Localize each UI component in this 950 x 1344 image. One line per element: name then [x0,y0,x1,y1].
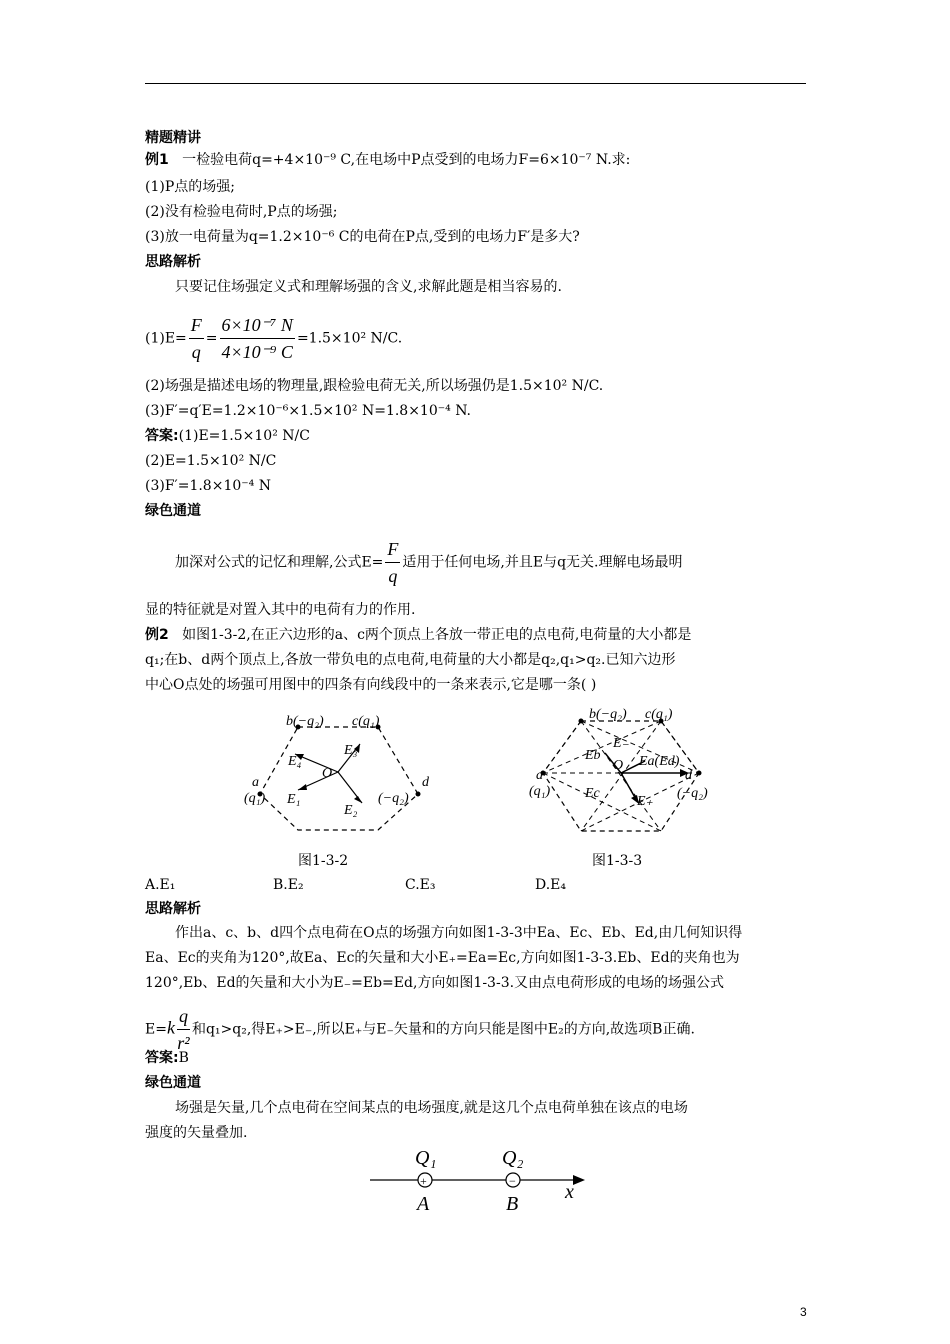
ex1-label: 例1 [145,152,169,168]
fig1-label-a: a [252,775,259,790]
ex1-answer-1: (1)E=1.5×10² N/C [178,428,310,444]
green-title-1: 绿色通道 [145,503,201,519]
fig1-label-E4: E₄ [288,754,302,769]
s1-eq: = [205,330,218,347]
header-rule [145,83,806,84]
fig1-label-dq: (−q₂) [378,791,409,806]
s1-result: =1.5×10² N/C. [296,330,403,347]
charge-minus-sign: − [509,1174,516,1188]
ex1-q1: (1)P点的场强; [145,179,235,195]
figure-1-3-2 [230,700,450,840]
green1-pre: 加深对公式的记忆和理解,公式E= [175,554,384,571]
ex2-analysis-3: 120°,Eb、Ed的矢量和大小为E₋=Eb=Ed,方向如图1-3-3.又由点电荷形成的电场的场强公式 [145,975,725,991]
ex1-text: 一检验电荷q=+4×10⁻⁹ C,在电场中P点受到的电场力F=6×10⁻⁷ N.求: [182,152,631,168]
s1-fraction-F-over-q [189,312,204,365]
fig2-label-Eplus: E₊ [637,794,653,809]
green1-line1 [175,536,683,589]
ex2-analysis-4 [145,1003,695,1056]
option-A: A.E₁ [145,877,176,893]
fig2-label-d: d [685,768,692,783]
l4-post: 和q₁>q₂,得E₊>E₋,所以E₊与E₋矢量和的方向只能是图中E₂的方向,故选项B正确. [191,1021,695,1038]
answer-label-2: 答案: [145,1050,179,1066]
fig3-label-B: B [506,1193,519,1215]
fig2-label-Eb: Eb [585,748,601,763]
fig2-label-Ea: Ea(Ed) [639,754,680,769]
ex1-solution-2: (2)场强是描述电场的物理量,跟检验电荷无关,所以场强仍是1.5×10² N/C. [145,378,604,394]
s1-frac-num: F [189,312,204,339]
fig1-label-E2: E₂ [344,803,358,818]
fig1-label-aq: (q₁) [244,791,266,806]
analysis-title-2: 思路解析 [145,901,201,917]
green1-frac-den: q [388,566,398,586]
ex1-solution-3: (3)F′=q′E=1.2×10⁻⁶×1.5×10² N=1.8×10⁻⁴ N. [145,403,472,419]
fig2-label-a: a [536,768,543,783]
charge-plus-sign: + [420,1174,427,1188]
l4-num: q [177,1003,190,1030]
fig2-label-c: c(q₁) [645,707,673,722]
ex2-line1 [145,625,691,645]
l4-pre: E= [145,1021,167,1038]
ex1-q2: (2)没有检验电荷时,P点的场强; [145,204,338,220]
fig3-label-Q1: Q₁ [415,1147,437,1169]
green1-frac-num: F [385,536,400,563]
analysis-title-1: 思路解析 [145,254,201,270]
s1-num: 6×10⁻⁷ N [220,312,295,339]
green-title-2: 绿色通道 [145,1075,201,1091]
page-number: 3 [800,1305,807,1319]
fig2-caption: 图1-3-3 [592,853,643,869]
green2-line1: 场强是矢量,几个点电荷在空间某点的电场强度,就是这几个点电荷单独在该点的电场 [175,1100,688,1116]
fig1-label-O: O [322,766,333,781]
fig1-label-b: b(−q₂) [286,714,324,729]
option-C: C.E₃ [405,877,436,893]
option-B: B.E₂ [273,877,304,893]
green1-fraction [385,536,400,589]
ex1-answer-line1 [145,426,310,446]
l4-k: k [166,1017,175,1038]
fig2-label-Eminus: E₋ [613,736,629,751]
green1-post: 适用于任何电场,并且E与q无关.理解电场最明 [402,554,683,571]
fig2-label-b: b(−q₂) [589,707,627,722]
ex2-analysis-1: 作出a、c、b、d四个点电荷在O点的场强方向如图1-3-3中Ea、Ec、Eb、Ed,由几何知识得 [175,925,743,941]
green1-line2: 显的特征就是对置入其中的电荷有力的作用. [145,602,416,618]
s1-prefix: (1)E= [145,330,187,347]
s1-frac-den: q [191,342,201,362]
fig1-label-d: d [422,775,429,790]
ex1-solution-1 [145,312,402,365]
ex1-question [145,150,630,170]
figure-charges-on-axis [365,1140,595,1220]
s1-fraction-values [220,312,295,365]
ex1-answer-3: (3)F′=1.8×10⁻⁴ N [145,478,271,494]
ex2-answer-line [145,1048,189,1068]
answer-label-1: 答案: [145,428,179,444]
fig2-label-dq: (−q₂) [677,786,708,801]
fig1-label-E3: E₃ [344,743,358,758]
ex2-line3: 中心O点处的场强可用图中的四条有向线段中的一条来表示,它是哪一条( ) [145,677,597,693]
fig2-label-O: O [613,758,624,773]
fig1-caption: 图1-3-2 [298,853,349,869]
ex1-answer-2: (2)E=1.5×10² N/C [145,453,277,469]
fig3-label-Q2: Q₂ [502,1147,524,1169]
figure-1-3-3 [525,697,715,837]
s1-den: 4×10⁻⁹ C [221,342,293,362]
option-D: D.E₄ [535,877,567,893]
ex2-answer: B [178,1050,189,1066]
fig1-label-c: c(q₁) [352,714,380,729]
fig1-label-E1: E₁ [287,792,301,807]
ex1-q3: (3)放一电荷量为q=1.2×10⁻⁶ C的电荷在P点,受到的电场力F′是多大? [145,229,580,245]
ex2-line2: q₁;在b、d两个顶点上,各放一带负电的点电荷,电荷量的大小都是q₂,q₁>q₂.已知六边形 [145,652,676,668]
green2-line2: 强度的矢量叠加. [145,1125,248,1141]
ex2-text1: 如图1-3-2,在正六边形的a、c两个顶点上各放一带正电的点电荷,电荷量的大小都是 [182,627,692,643]
l4-den: r² [177,1033,190,1053]
ex1-analysis-intro: 只要记住场强定义式和理解场强的含义,求解此题是相当容易的. [175,279,562,295]
fig3-label-x: x [565,1181,574,1203]
section-title: 精题精讲 [145,130,201,146]
ex2-label: 例2 [145,627,169,643]
fig2-label-Ec: Ec [585,786,600,801]
fig3-label-A: A [417,1193,430,1215]
fig2-label-aq: (q₁) [529,784,551,799]
ex2-analysis-2: Ea、Ec的夹角为120°,故Ea、Ec的矢量和大小E₊=Ea=Ec,方向如图1-3-3.Eb、Ed的夹角也为 [145,950,740,966]
